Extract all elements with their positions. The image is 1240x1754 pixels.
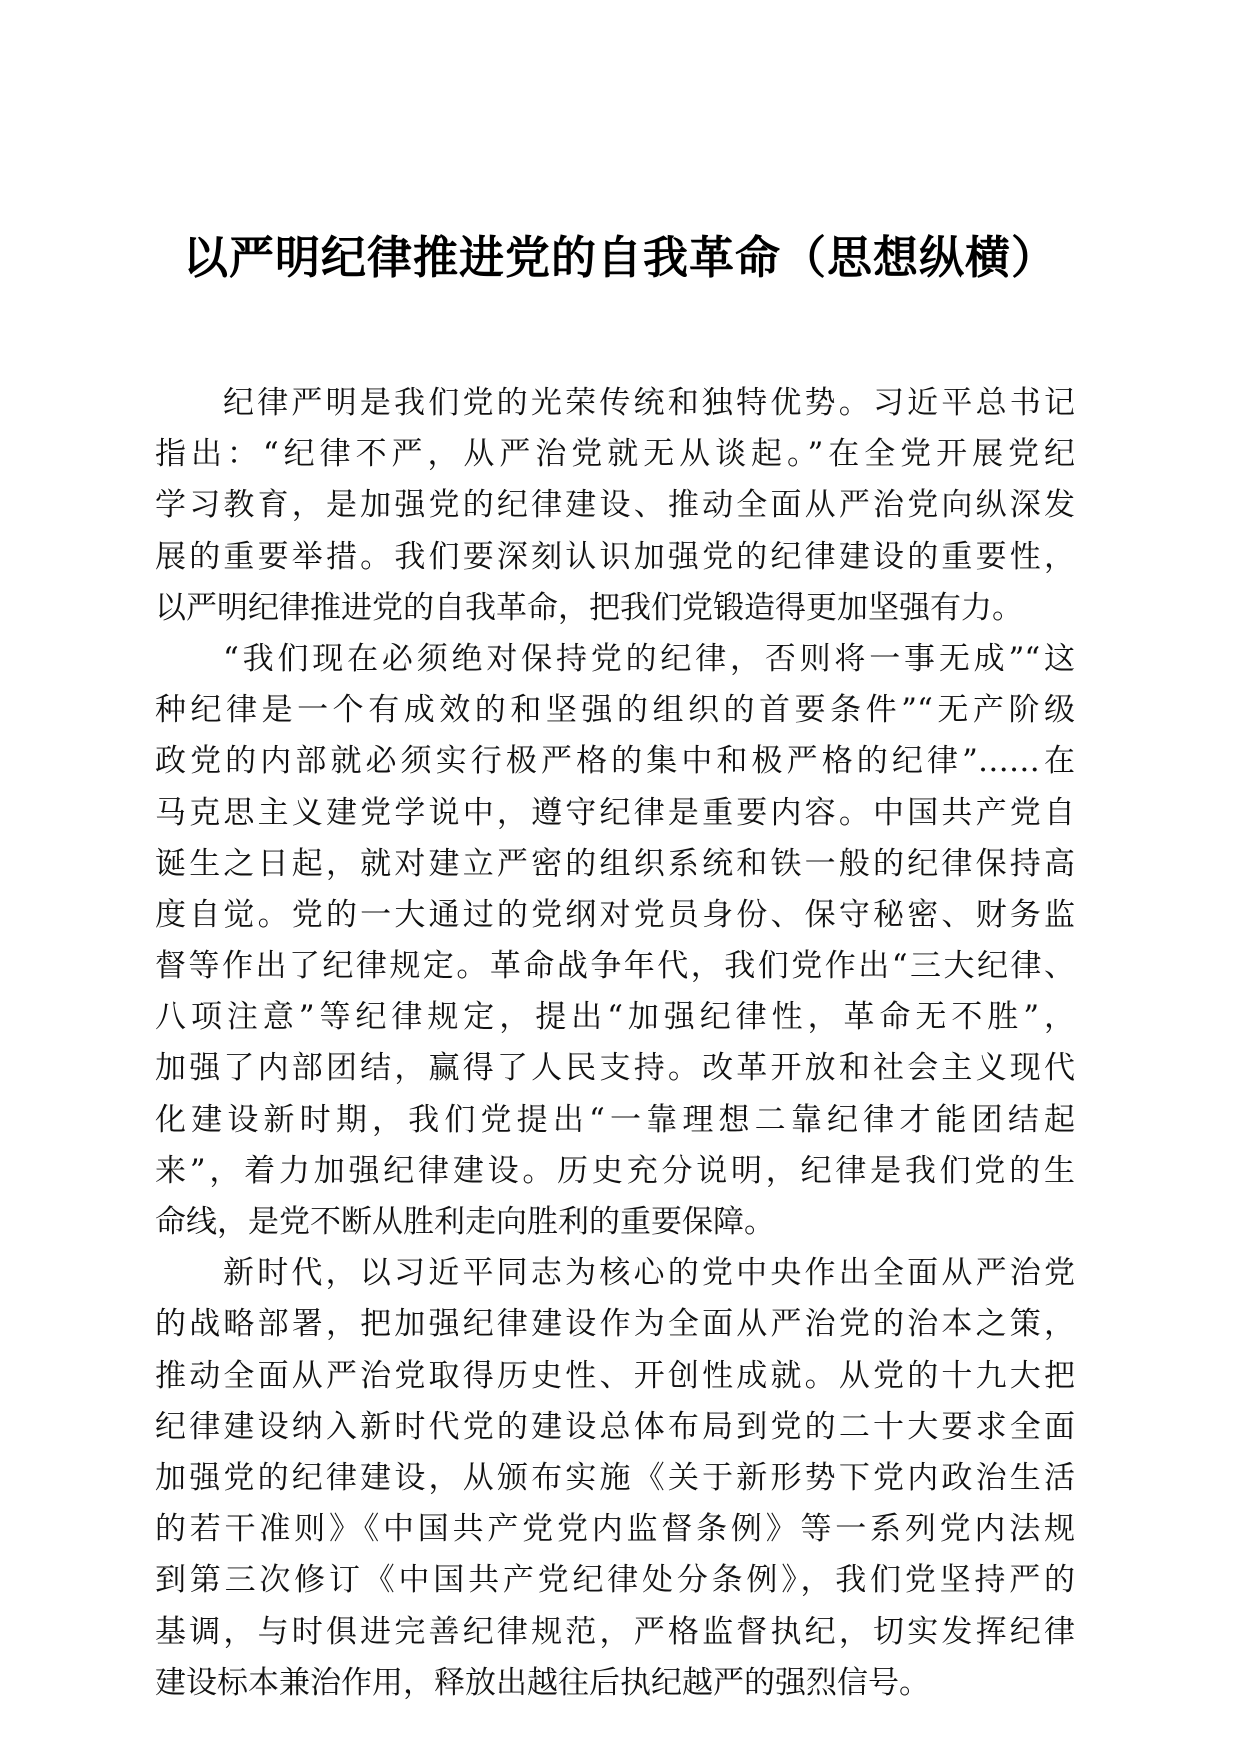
paragraph-line: 纪律建设纳入新时代党的建设总体布局到党的二十大要求全面: [155, 1408, 1075, 1445]
paragraph-line: 到第三次修订《中国共产党纪律处分条例》，我们党坚持严的: [155, 1562, 1075, 1599]
paragraph-line: “我们现在必须绝对保持党的纪律，否则将一事无成”“这: [223, 640, 1075, 677]
paragraph-line: 加强了内部团结，赢得了人民支持。改革开放和社会主义现代: [155, 1050, 1075, 1087]
paragraph-line: 指出：“纪律不严，从严治党就无从谈起。”在全党开展党纪: [155, 436, 1075, 473]
paragraph-line: 督等作出了纪律规定。革命战争年代，我们党作出“三大纪律、: [155, 948, 1075, 985]
paragraph-line: 推动全面从严治党取得历史性、开创性成就。从党的十九大把: [155, 1357, 1075, 1394]
document-body: [155, 378, 1075, 1709]
paragraph-line: 以严明纪律推进党的自我革命，把我们党锻造得更加坚强有力。: [155, 589, 1023, 626]
paragraph-line: 纪律严明是我们党的光荣传统和独特优势。习近平总书记: [223, 385, 1075, 421]
paragraph-line: 新时代，以习近平同志为核心的党中央作出全面从严治党: [223, 1255, 1075, 1292]
paragraph-line: 来”，着力加强纪律建设。历史充分说明，纪律是我们党的生: [155, 1152, 1075, 1189]
document-title: 以严明纪律推进党的自我革命（思想纵横）: [182, 231, 1057, 284]
paragraph-line: 加强党的纪律建设，从颁布实施《关于新形势下党内政治生活: [155, 1459, 1075, 1496]
paragraph-line: 的若干准则》《中国共产党党内监督条例》等一系列党内法规: [155, 1511, 1075, 1548]
paragraph-line: 八项注意”等纪律规定，提出“加强纪律性，革命无不胜”，: [155, 999, 1075, 1036]
paragraph-2: [155, 634, 1075, 1248]
paragraph-3: [155, 1248, 1075, 1709]
paragraph-1: [155, 378, 1075, 634]
paragraph-line: 建设标本兼治作用，释放出越往后执纪越严的强烈信号。: [155, 1664, 930, 1701]
paragraph-line: 政党的内部就必须实行极严格的集中和极严格的纪律”……在: [155, 743, 1075, 780]
paragraph-line: 展的重要举措。我们要深刻认识加强党的纪律建设的重要性，: [155, 538, 1075, 575]
paragraph-line: 诞生之日起，就对建立严密的组织系统和铁一般的纪律保持高: [155, 845, 1075, 882]
paragraph-line: 化建设新时期，我们党提出“一靠理想二靠纪律才能团结起: [155, 1101, 1075, 1138]
paragraph-line: 马克思主义建党学说中，遵守纪律是重要内容。中国共产党自: [155, 794, 1075, 831]
paragraph-line: 命线，是党不断从胜利走向胜利的重要保障。: [155, 1204, 775, 1240]
paragraph-line: 学习教育，是加强党的纪律建设、推动全面从严治党向纵深发: [155, 487, 1075, 524]
paragraph-line: 的战略部署，把加强纪律建设作为全面从严治党的治本之策，: [155, 1306, 1075, 1343]
paragraph-line: 基调，与时俱进完善纪律规范，严格监督执纪，切实发挥纪律: [155, 1613, 1075, 1650]
paragraph-line: 度自觉。党的一大通过的党纲对党员身份、保守秘密、财务监: [155, 896, 1075, 933]
paragraph-line: 种纪律是一个有成效的和坚强的组织的首要条件”“无产阶级: [155, 692, 1075, 729]
